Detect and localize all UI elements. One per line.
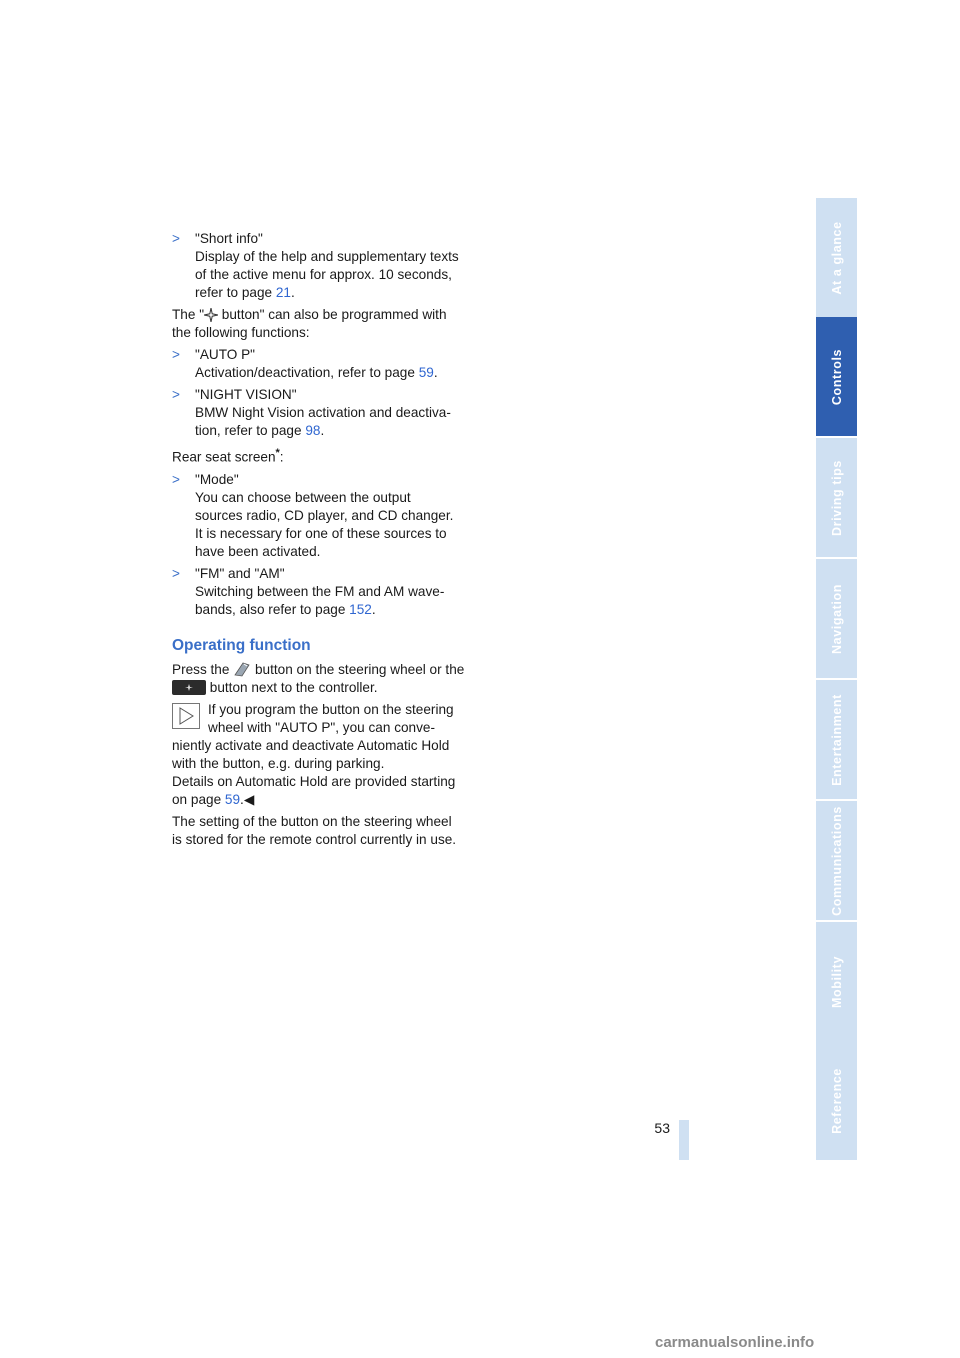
list-item-short-info [172,230,472,302]
item-title: "AUTO P" [195,347,256,362]
watermark: carmanualsonline.info [655,1334,815,1351]
rear-seat-label: Rear seat screen*: [172,447,284,465]
item-text: have been activated. [195,543,321,559]
note-text: wheel with "AUTO P", you can conve- [208,719,435,735]
tab-communications[interactable] [816,801,857,920]
list-item-mode [172,471,472,561]
tab-entertainment[interactable] [816,680,857,799]
optional-star: * [275,447,280,459]
list-item-night-vision [172,386,472,440]
intro-paragraph: The " button" can also be programmed with the following functions: [172,307,447,340]
item-text: of the active menu for approx. 10 seconds, [195,267,452,282]
controller-button-icon [172,680,206,695]
note-text: niently activate and deactivate Automatic Hold [172,737,450,753]
tab-label: Entertainment [829,693,844,786]
tab-label: Driving tips [829,459,844,536]
page-link[interactable]: 59 [224,791,241,807]
bullet-arrow: > [172,347,180,362]
item-title: "FM" and "AM" [195,565,285,581]
note-text: If you program the button on the steering [208,701,454,717]
page-link[interactable]: 59 [418,365,434,380]
item-text: Display of the help and supplementary texts [195,249,459,264]
tab-label: At a glance [829,220,844,295]
item-text: bands, also refer to page 152. [195,601,376,617]
tab-controls[interactable] [816,317,857,436]
operating-paragraph: Press the button on the steering wheel or the button next to the controller. [172,661,465,695]
page-link[interactable]: 98 [305,423,321,438]
item-text: Activation/deactivation, refer to page 59. [195,365,438,380]
star-button-icon [204,308,218,322]
item-text: sources radio, CD player, and CD changer. [195,507,454,523]
item-title: "Short info" [195,231,263,246]
bullet-arrow: > [172,565,180,581]
item-title: "Mode" [195,471,239,487]
tab-label: Navigation [829,583,844,654]
tab-navigation[interactable] [816,559,857,678]
chapter-sidebar [816,198,857,1160]
item-text: Switching between the FM and AM wave- [195,583,445,599]
tab-mobility[interactable] [816,922,857,1041]
item-text: You can choose between the output [195,489,411,505]
tab-driving-tips[interactable] [816,438,857,557]
note-triangle-icon [172,703,200,729]
page-number-bar [679,1120,689,1160]
tab-label: Reference [829,1067,844,1134]
list-item-fm-am [172,565,472,619]
item-text: BMW Night Vision activation and deactiva- [195,405,451,420]
item-text: It is necessary for one of these sources to [195,525,447,541]
page-content [172,230,472,853]
item-text: tion, refer to page 98. [195,423,325,438]
end-mark: .◀ [240,791,255,807]
list-item-auto-p [172,346,472,382]
tab-at-a-glance[interactable] [816,198,857,317]
item-text: refer to page 21. [195,285,295,300]
steering-wheel-button-icon [233,661,251,677]
tab-label: Controls [829,348,844,405]
item-title: "NIGHT VISION" [195,387,297,402]
setting-paragraph: The setting of the button on the steering wheel is stored for the remote control currently in use. [172,813,457,847]
page-link[interactable]: 21 [275,285,291,300]
bullet-arrow: > [172,387,180,402]
tab-reference[interactable] [816,1041,857,1160]
section-heading: Operating function [172,636,311,654]
bullet-arrow: > [172,231,180,246]
note-block [172,701,472,809]
page-link[interactable]: 152 [349,601,372,617]
note-text: on page 59.◀ [172,791,255,807]
tab-label: Communications [829,805,844,916]
page-number: 53 [654,1120,670,1136]
tab-label: Mobility [829,955,844,1008]
note-text: with the button, e.g. during parking. [172,755,385,771]
bullet-arrow: > [172,471,180,487]
note-text: Details on Automatic Hold are provided starting [172,773,456,789]
